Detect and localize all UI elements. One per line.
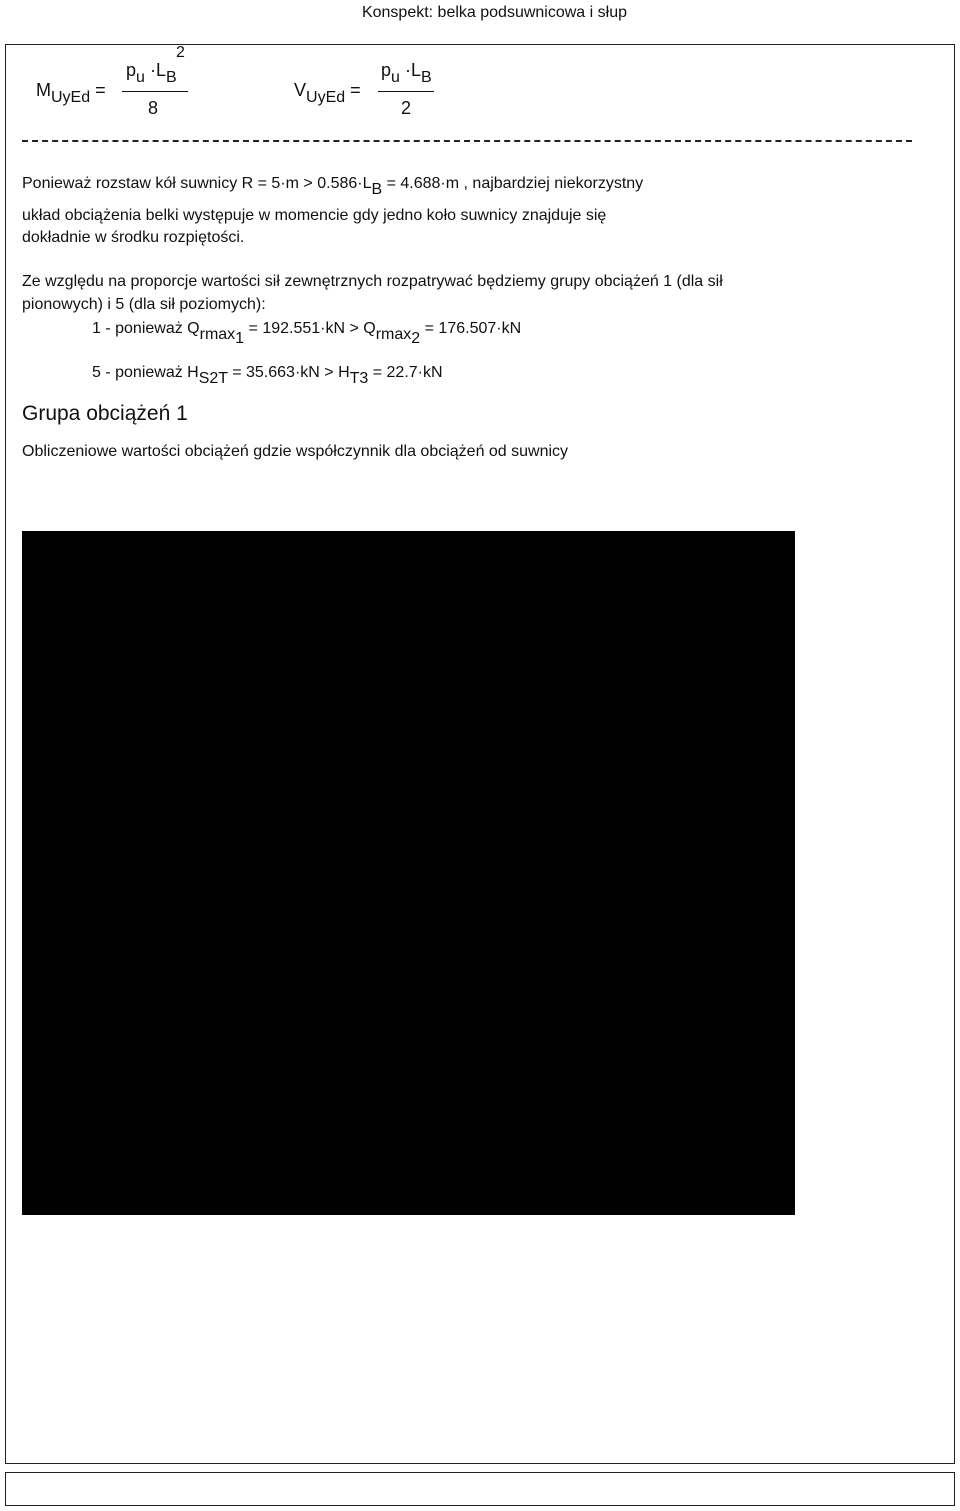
paragraph-2-line-1: Ze względu na proporcje wartości sił zewnętrznych rozpatrywać będziemy grupy obciążeń 1 (dla sił bbox=[22, 273, 723, 290]
footer-box bbox=[5, 1472, 955, 1506]
condition-1: 1 - ponieważ Qrmax1 = 192.551·kN > Qrmax2 = 176.507·kN bbox=[92, 320, 522, 347]
shear-numerator: pu ·LB bbox=[381, 60, 432, 86]
moment-exponent: 2 bbox=[176, 44, 185, 61]
paragraph-2-line-2: pionowych) i 5 (dla sił poziomych): bbox=[22, 296, 266, 313]
moment-numerator: pu ·LB bbox=[126, 60, 177, 86]
condition-5: 5 - ponieważ HS2T = 35.663·kN > HT3 = 22.7·kN bbox=[92, 364, 443, 387]
shear-lhs: VUyEd = bbox=[294, 80, 361, 106]
page-header bbox=[0, 4, 960, 22]
dashed-separator bbox=[22, 140, 912, 144]
redacted-block bbox=[22, 531, 795, 1215]
page-title: Konspekt: belka podsuwnicowa i słup bbox=[361, 4, 627, 21]
moment-lhs: MUyEd = bbox=[36, 80, 106, 106]
moment-fraction-bar bbox=[122, 91, 188, 92]
paragraph-1-line-3: dokładnie w środku rozpiętości. bbox=[22, 229, 245, 246]
shear-denominator: 2 bbox=[401, 98, 412, 118]
section-text: Obliczeniowe wartości obciążeń gdzie współczynnik dla obciążeń od suwnicy bbox=[22, 443, 569, 460]
paragraph-1-line-1: Ponieważ rozstaw kół suwnicy R = 5·m > 0.586·LB = 4.688·m , najbardziej niekorzystny bbox=[22, 175, 644, 198]
paragraph-1-line-2: układ obciążenia belki występuje w momencie gdy jedno koło suwnicy znajduje się bbox=[22, 207, 607, 224]
section-heading: Grupa obciążeń 1 bbox=[22, 402, 188, 425]
moment-denominator: 8 bbox=[148, 98, 159, 118]
shear-fraction-bar bbox=[378, 91, 434, 92]
